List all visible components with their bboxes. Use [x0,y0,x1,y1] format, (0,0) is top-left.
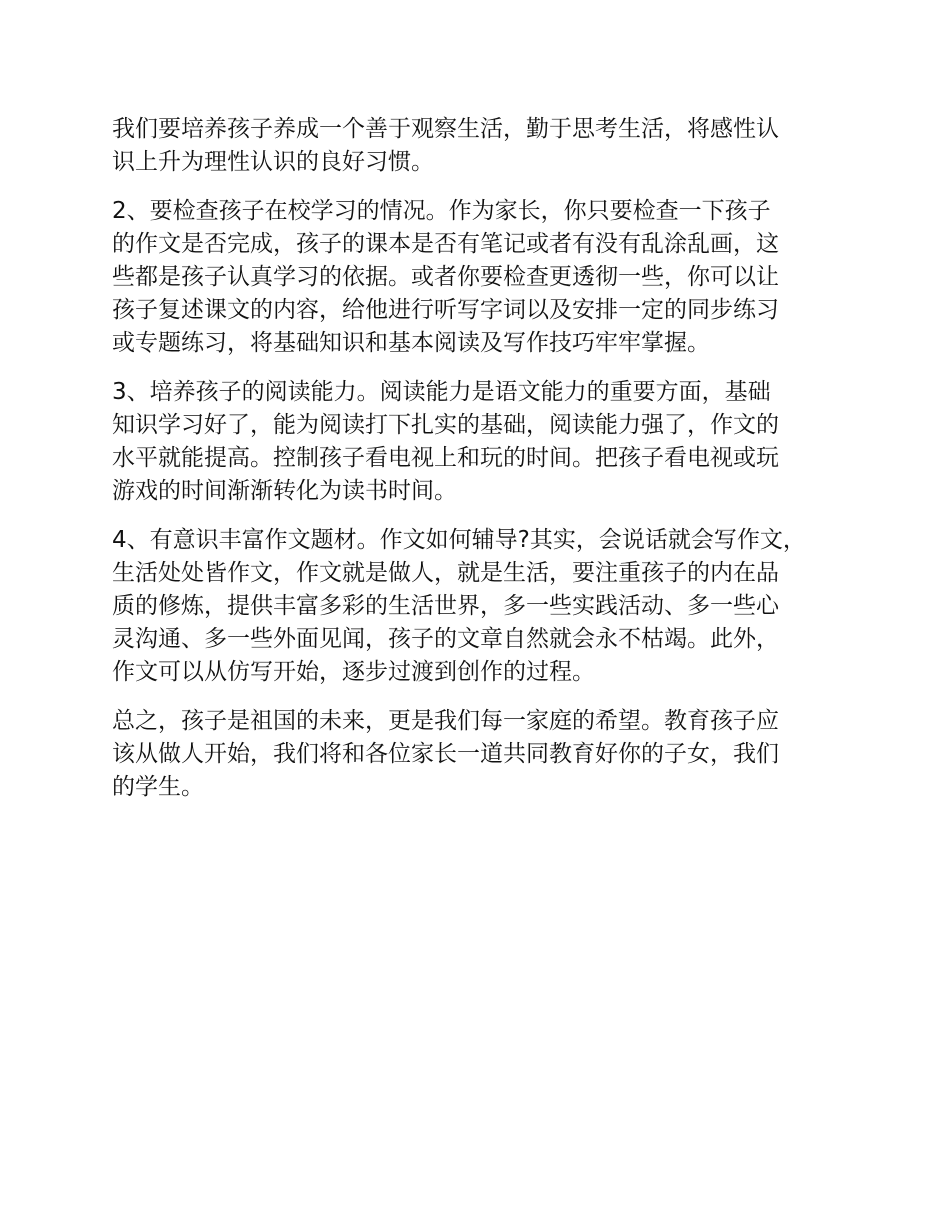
text-line: 该从做人开始，我们将和各位家长一道共同教育好你的子女，我们 [112,741,779,767]
paragraph-intro [112,113,854,179]
text-line: 孩子复述课文的内容，给他进行听写字词以及安排一定的同步练习 [112,297,779,323]
paragraph-item-3 [112,376,854,508]
text-line: 我们要培养孩子养成一个善于观察生活，勤于思考生活，将感性认 [112,116,779,142]
text-line: 灵沟通、多一些外面见闻，孩子的文章自然就会永不枯竭。此外， [112,626,779,652]
text-line: 些都是孩子认真学习的依据。或者你要检查更透彻一些，你可以让 [112,264,779,290]
document-body [112,113,854,804]
text-line: 生活处处皆作文，作文就是做人，就是生活，要注重孩子的内在品 [112,560,779,586]
text-line: 的学生。 [112,774,204,800]
text-line: 作文可以从仿写开始，逐步过渡到创作的过程。 [112,659,595,685]
paragraph-item-4 [112,524,854,689]
text-line: 质的修炼，提供丰富多彩的生活世界，多一些实践活动、多一些心 [112,593,779,619]
paragraph-item-2 [112,195,854,360]
text-line: 3、培养孩子的阅读能力。阅读能力是语文能力的重要方面，基础 [112,379,771,405]
text-line: 2、要检查孩子在校学习的情况。作为家长，你只要检查一下孩子 [112,198,771,224]
text-line: 知识学习好了，能为阅读打下扎实的基础，阅读能力强了，作文的 [112,412,779,438]
text-line: 水平就能提高。控制孩子看电视上和玩的时间。把孩子看电视或玩 [112,445,779,471]
text-line: 的作文是否完成，孩子的课本是否有笔记或者有没有乱涂乱画，这 [112,231,779,257]
paragraph-conclusion [112,705,854,804]
text-line: 总之，孩子是祖国的未来，更是我们每一家庭的希望。教育孩子应 [112,708,779,734]
text-line: 或专题练习，将基础知识和基本阅读及写作技巧牢牢掌握。 [112,330,710,356]
text-line: 游戏的时间渐渐转化为读书时间。 [112,478,457,504]
text-line: 识上升为理性认识的良好习惯。 [112,149,434,175]
text-line: 4、有意识丰富作文题材。作文如何辅导?其实，会说话就会写作文， [112,527,806,553]
